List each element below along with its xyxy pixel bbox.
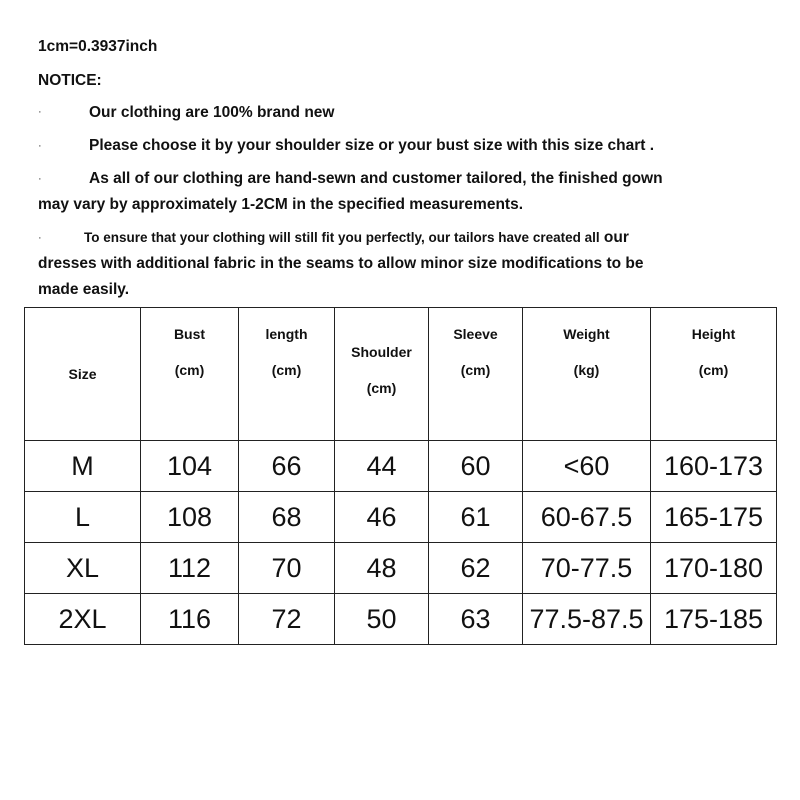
cell-height: 165-175 bbox=[651, 492, 777, 543]
cell-weight: 70-77.5 bbox=[523, 543, 651, 594]
notice-title: NOTICE: bbox=[38, 72, 102, 89]
cell-length: 66 bbox=[239, 441, 335, 492]
cell-bust: 104 bbox=[141, 441, 239, 492]
notice-line-4-end: our bbox=[603, 229, 629, 246]
cell-shoulder: 44 bbox=[335, 441, 429, 492]
cell-length: 72 bbox=[239, 594, 335, 645]
bullet: · bbox=[38, 140, 42, 152]
notice-line-3: As all of our clothing are hand-sewn and customer tailored, the finished gown bbox=[89, 170, 663, 187]
table-row bbox=[25, 492, 777, 543]
cell-size: M bbox=[25, 441, 141, 492]
cell-sleeve: 63 bbox=[429, 594, 523, 645]
cell-shoulder: 50 bbox=[335, 594, 429, 645]
cell-size: L bbox=[25, 492, 141, 543]
cell-sleeve: 61 bbox=[429, 492, 523, 543]
bullet: · bbox=[38, 106, 42, 118]
header-size: Size bbox=[25, 308, 141, 441]
notice-line-4 bbox=[84, 229, 629, 247]
cell-weight: 60-67.5 bbox=[523, 492, 651, 543]
cell-height: 170-180 bbox=[651, 543, 777, 594]
header-shoulder: Shoulder (cm) bbox=[335, 308, 429, 441]
bullet: · bbox=[38, 232, 42, 244]
cell-height: 160-173 bbox=[651, 441, 777, 492]
cell-sleeve: 62 bbox=[429, 543, 523, 594]
header-height: Height (cm) bbox=[651, 308, 777, 441]
bullet: · bbox=[38, 173, 42, 185]
cell-shoulder: 48 bbox=[335, 543, 429, 594]
table-header-row bbox=[25, 308, 777, 441]
header-sleeve: Sleeve (cm) bbox=[429, 308, 523, 441]
table-row bbox=[25, 594, 777, 645]
cell-bust: 112 bbox=[141, 543, 239, 594]
conversion-note: 1cm=0.3937inch bbox=[38, 38, 158, 55]
header-weight: Weight (kg) bbox=[523, 308, 651, 441]
cell-size: 2XL bbox=[25, 594, 141, 645]
cell-length: 70 bbox=[239, 543, 335, 594]
cell-weight: <60 bbox=[523, 441, 651, 492]
table-row bbox=[25, 543, 777, 594]
notice-line-4-cont2: made easily. bbox=[38, 281, 130, 298]
cell-height: 175-185 bbox=[651, 594, 777, 645]
notice-line-3-cont: may vary by approximately 1-2CM in the specified measurements. bbox=[38, 196, 523, 213]
notice-line-4-cont: dresses with additional fabric in the seams to allow minor size modifications to be bbox=[38, 255, 644, 272]
cell-length: 68 bbox=[239, 492, 335, 543]
cell-bust: 108 bbox=[141, 492, 239, 543]
notice-line-4-text: To ensure that your clothing will still fit you perfectly, our tailors have created all bbox=[84, 230, 600, 245]
cell-weight: 77.5-87.5 bbox=[523, 594, 651, 645]
cell-bust: 116 bbox=[141, 594, 239, 645]
table-row bbox=[25, 441, 777, 492]
cell-shoulder: 46 bbox=[335, 492, 429, 543]
notice-line-1: Our clothing are 100% brand new bbox=[89, 104, 335, 121]
header-length: length (cm) bbox=[239, 308, 335, 441]
cell-sleeve: 60 bbox=[429, 441, 523, 492]
header-bust: Bust (cm) bbox=[141, 308, 239, 441]
size-chart-table bbox=[24, 307, 777, 645]
notice-line-2: Please choose it by your shoulder size or your bust size with this size chart . bbox=[89, 137, 655, 154]
cell-size: XL bbox=[25, 543, 141, 594]
